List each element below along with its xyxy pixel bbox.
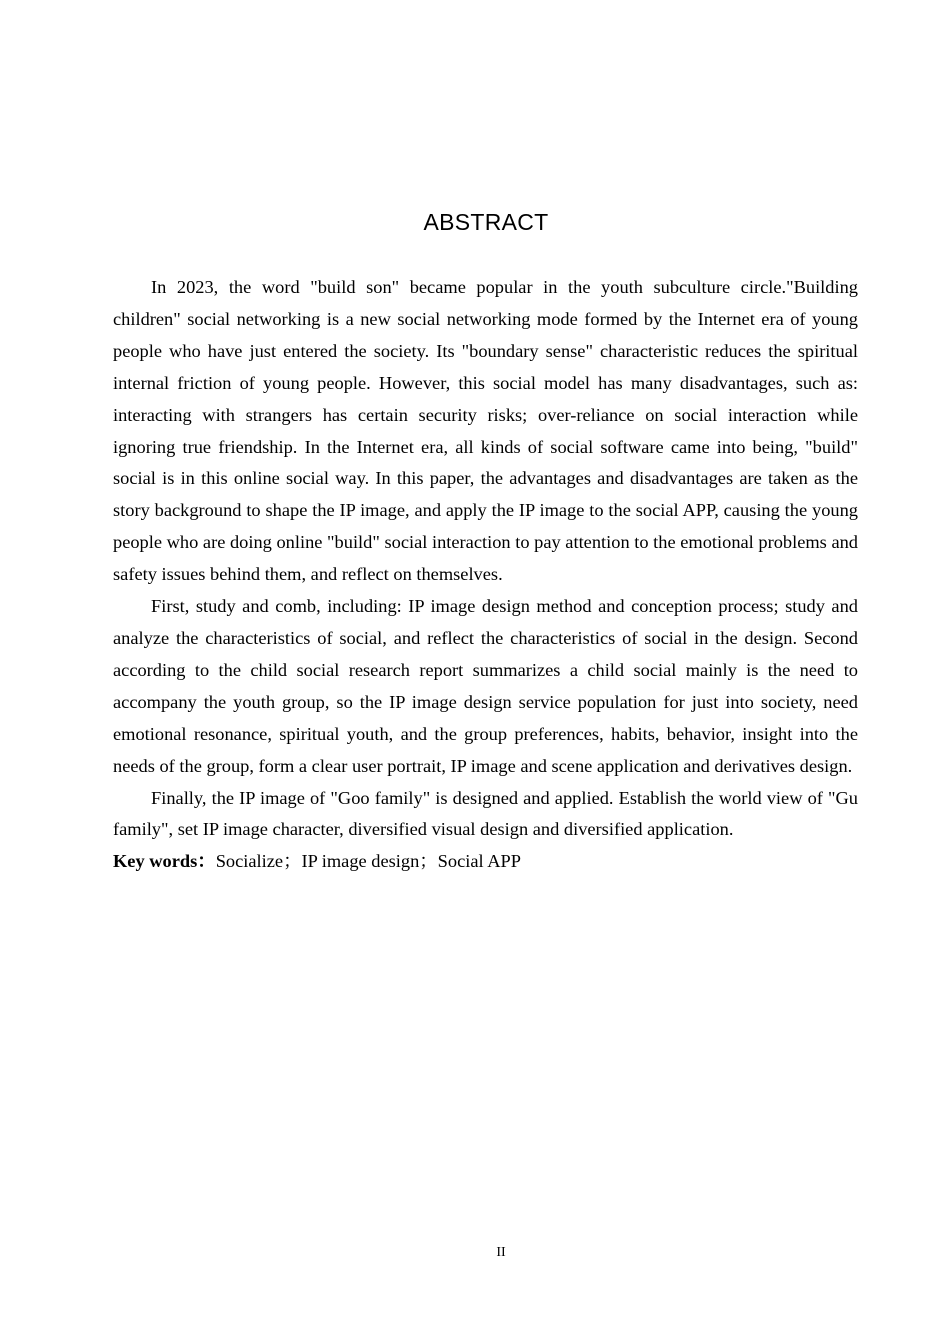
page-number: II (496, 1245, 506, 1260)
abstract-paragraph-3: Finally, the IP image of "Goo family" is designed and applied. Establish the world view of "Gu family", set IP image character, diversified visual design and diversified application. (113, 787, 858, 840)
abstract-paragraph-2: First, study and comb, including: IP image design method and conception process; study and analyze the characteristics of social, and reflect the characteristics of social in the design. Second according to the child social research report summarizes a child social mainly is the need to accompany the youth group, so the IP image design service population for just into society, need emotional resonance, spiritual youth, and the group preferences, habits, behavior, insight into the needs of the group, form a clear user portrait, IP image and scene application and derivatives design. (113, 596, 858, 776)
keywords-value: Socialize；IP image design；Social APP (215, 851, 521, 872)
abstract-paragraph-1: In 2023, the word "build son" became popular in the youth subculture circle."Building children" social networking is a new social networking mode formed by the Internet era of young people who have just entered the society. Its "boundary sense" characteristic reduces the spiritual internal friction of young people. However, this social model has many disadvantages, such as: interacting with strangers has certain security risks; over-reliance on social interaction while ignoring true friendship. In the Internet era, all kinds of social software came into being, "build" social is in this online social way. In this paper, the advantages and disadvantages are taken as the story background to shape the IP image, and apply the IP image to the social APP, causing the young people who are doing online "build" social interaction to pay attention to the emotional problems and safety issues behind them, and reflect on themselves. (113, 277, 858, 585)
abstract-title: ABSTRACT (423, 209, 549, 235)
keywords-line (113, 846, 858, 878)
abstract-body (113, 272, 858, 878)
keywords-label: Key words： (113, 851, 216, 872)
